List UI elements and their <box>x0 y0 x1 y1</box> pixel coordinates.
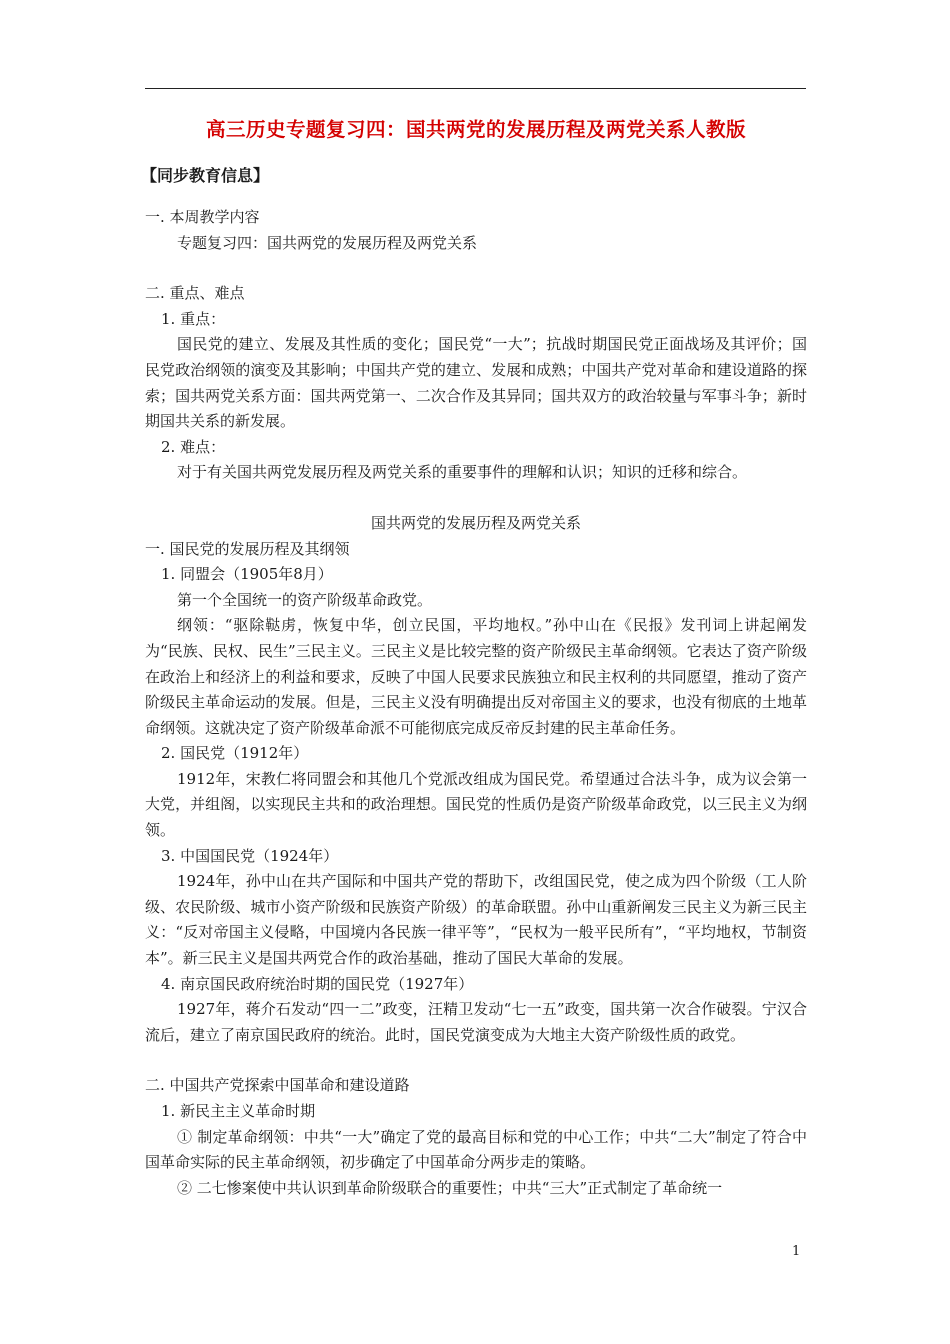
main-center-title: 国共两党的发展历程及两党关系 <box>370 513 581 532</box>
section-1-heading: 一. 本周教学内容 <box>145 208 260 226</box>
info-header: 【同步教育信息】 <box>141 166 270 185</box>
item-2-label: 2. 国民党（1912年） <box>161 744 309 763</box>
difficulties-text: 对于有关国共两党发展历程及两党关系的重要事件的理解和认识；知识的迁移和综合。 <box>177 463 748 482</box>
section-1-content: 专题复习四：国共两党的发展历程及两党关系 <box>177 233 478 252</box>
item-3-para-1: 1924年，孙中山在共产国际和中国共产党的帮助下，改组国民党，使之成为四个阶级（工人阶级、农民阶级、城市小资产阶级和民族资产阶级）的革命联盟。孙中山重新阐发三民主义为新三民主义：“反对帝国主义侵略，中国境内各民族一律平等”，“民权为一般平民所有”，“平均地权，节制资本”。新三民主义是国共两党合作的政治基础，推动了国民大革命的发展。 <box>145 872 807 968</box>
header-rule <box>145 88 806 89</box>
spacer <box>145 256 807 281</box>
item-4-label: 4. 南京国民政府统治时期的国民党（1927年） <box>161 974 474 993</box>
item-2-para-1: 1912年，宋教仁将同盟会和其他几个党派改组成为国民党。希望通过合法斗争，成为议会第一大党，并组阁，以实现民主共和的政治理想。国民党的性质仍是资产阶级革命政党，以三民主义为纲领。 <box>145 769 807 840</box>
part-1-heading: 一. 国民党的发展历程及其纲领 <box>145 539 350 558</box>
document-title: 高三历史专题复习四：国共两党的发展历程及两党关系人教版 <box>205 118 746 141</box>
item-1-para-1: 第一个全国统一的资产阶级革命政党。 <box>177 590 433 609</box>
part-2-item-1-label: 1. 新民主主义革命时期 <box>161 1102 316 1120</box>
spacer <box>145 1048 807 1073</box>
key-points-label: 1. 重点： <box>161 309 226 328</box>
part-2-point-1: ① 制定革命纲领：中共“一大”确定了党的最高目标和党的中心工作；中共“二大”制定了符合中国革命实际的民主革命纲领，初步确定了中国革命分两步走的策略。 <box>145 1127 807 1172</box>
difficulties-label: 2. 难点： <box>161 437 226 456</box>
item-1-para-2: 纲领：“驱除鞑虏，恢复中华，创立民国，平均地权。”孙中山在《民报》发刊词上讲起阐发为“民族、民权、民生”三民主义。三民主义是比较完整的资产阶级民主革命纲领。它表达了资产阶级在政治上和经济上的利益和要求，反映了中国人民要求民族独立和民主权利的共同愿望，推动了资产阶级民主革命运动的发展。但是，三民主义没有明确提出反对帝国主义的要求，也没有彻底的土地革命纲领。这就决定了资产阶级革命派不可能彻底完成反帝反封建的民主革命任务。 <box>145 616 807 737</box>
document-body <box>141 113 807 1201</box>
item-4-para-1: 1927年，蒋介石发动“四一二”政变，汪精卫发动“七一五”政变，国共第一次合作破裂。宁汉合流后，建立了南京国民政府的统治。此时，国民党演变成为大地主大资产阶级性质的政党。 <box>145 1000 807 1044</box>
page-number: 1 <box>792 1244 801 1259</box>
section-2-heading: 二. 重点、难点 <box>145 284 245 303</box>
key-points-text: 国民党的建立、发展及其性质的变化；国民党“一大”；抗战时期国民党正面战场及其评价；国民党政治纲领的演变及其影响；中国共产党的建立、发展和成熟；中国共产党对革命和建设道路的探索；国共两党关系方面：国共两党第一、二次合作及其异同；国共双方的政治较量与军事斗争；新时期国共关系的新发展。 <box>145 335 807 431</box>
part-2-heading: 二. 中国共产党探索中国革命和建设道路 <box>145 1076 410 1095</box>
item-1-label: 1. 同盟会（1905年8月） <box>161 565 333 584</box>
part-2-point-2: ② 二七惨案使中共认识到革命阶级联合的重要性；中共“三大”正式制定了革命统一 <box>177 1178 723 1197</box>
item-3-label: 3. 中国国民党（1924年） <box>161 846 339 865</box>
spacer <box>145 486 807 511</box>
